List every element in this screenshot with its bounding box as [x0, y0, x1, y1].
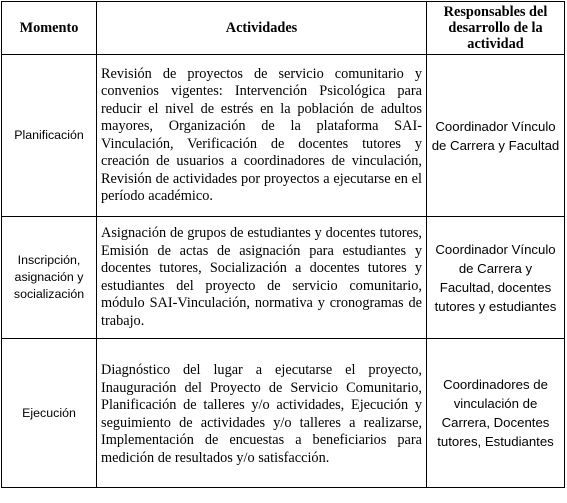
table-header-row — [2, 2, 565, 55]
table-row — [2, 339, 565, 488]
header-activities: Actividades — [97, 2, 427, 55]
responsible-cell: Coordinador Vínculo de Carrera y Facultad — [427, 55, 565, 217]
activities-cell: Asignación de grupos de estudiantes y docentes tutores, Emisión de actas de asignación para estudiantes y docentes tutores, Socialización a docentes tutores y estudiantes del proyecto de servicio comunitario, módulo SAI-Vinculación, normativa y cronogramas de trabajo. — [97, 217, 427, 339]
responsible-cell: Coordinadores de vinculación de Carrera, Docentes tutores, Estudiantes — [427, 339, 565, 488]
activities-table — [1, 1, 565, 488]
table-row — [2, 217, 565, 339]
responsible-cell: Coordinador Vínculo de Carrera y Facultad, docentes tutores y estudiantes — [427, 217, 565, 339]
activities-cell: Diagnóstico del lugar a ejecutarse el proyecto, Inauguración del Proyecto de Servicio Comunitario, Planificación de talleres y/o actividades, Ejecución y seguimiento de actividades y/o talleres a realizarse, Implementación de encuestas a beneficiarios para medición de resultados y/o satisfacción. — [97, 339, 427, 488]
moment-cell: Ejecución — [2, 339, 97, 488]
header-moment: Momento — [2, 2, 97, 55]
activities-cell: Revisión de proyectos de servicio comunitario y convenios vigentes: Intervención Psicológica para reducir el nivel de estrés en la población de adultos mayores, Organización de la plataforma SAI-Vinculación, Verificación de docentes tutores y creación de usuarios a coordinadores de vinculación, Revisión de actividades por proyectos a ejecutarse en el período académico. — [97, 55, 427, 217]
table-row — [2, 55, 565, 217]
moment-cell: Inscripción, asignación y socialización — [2, 217, 97, 339]
header-responsible: Responsables del desarrollo de la actividad — [427, 2, 565, 55]
moment-cell: Planificación — [2, 55, 97, 217]
